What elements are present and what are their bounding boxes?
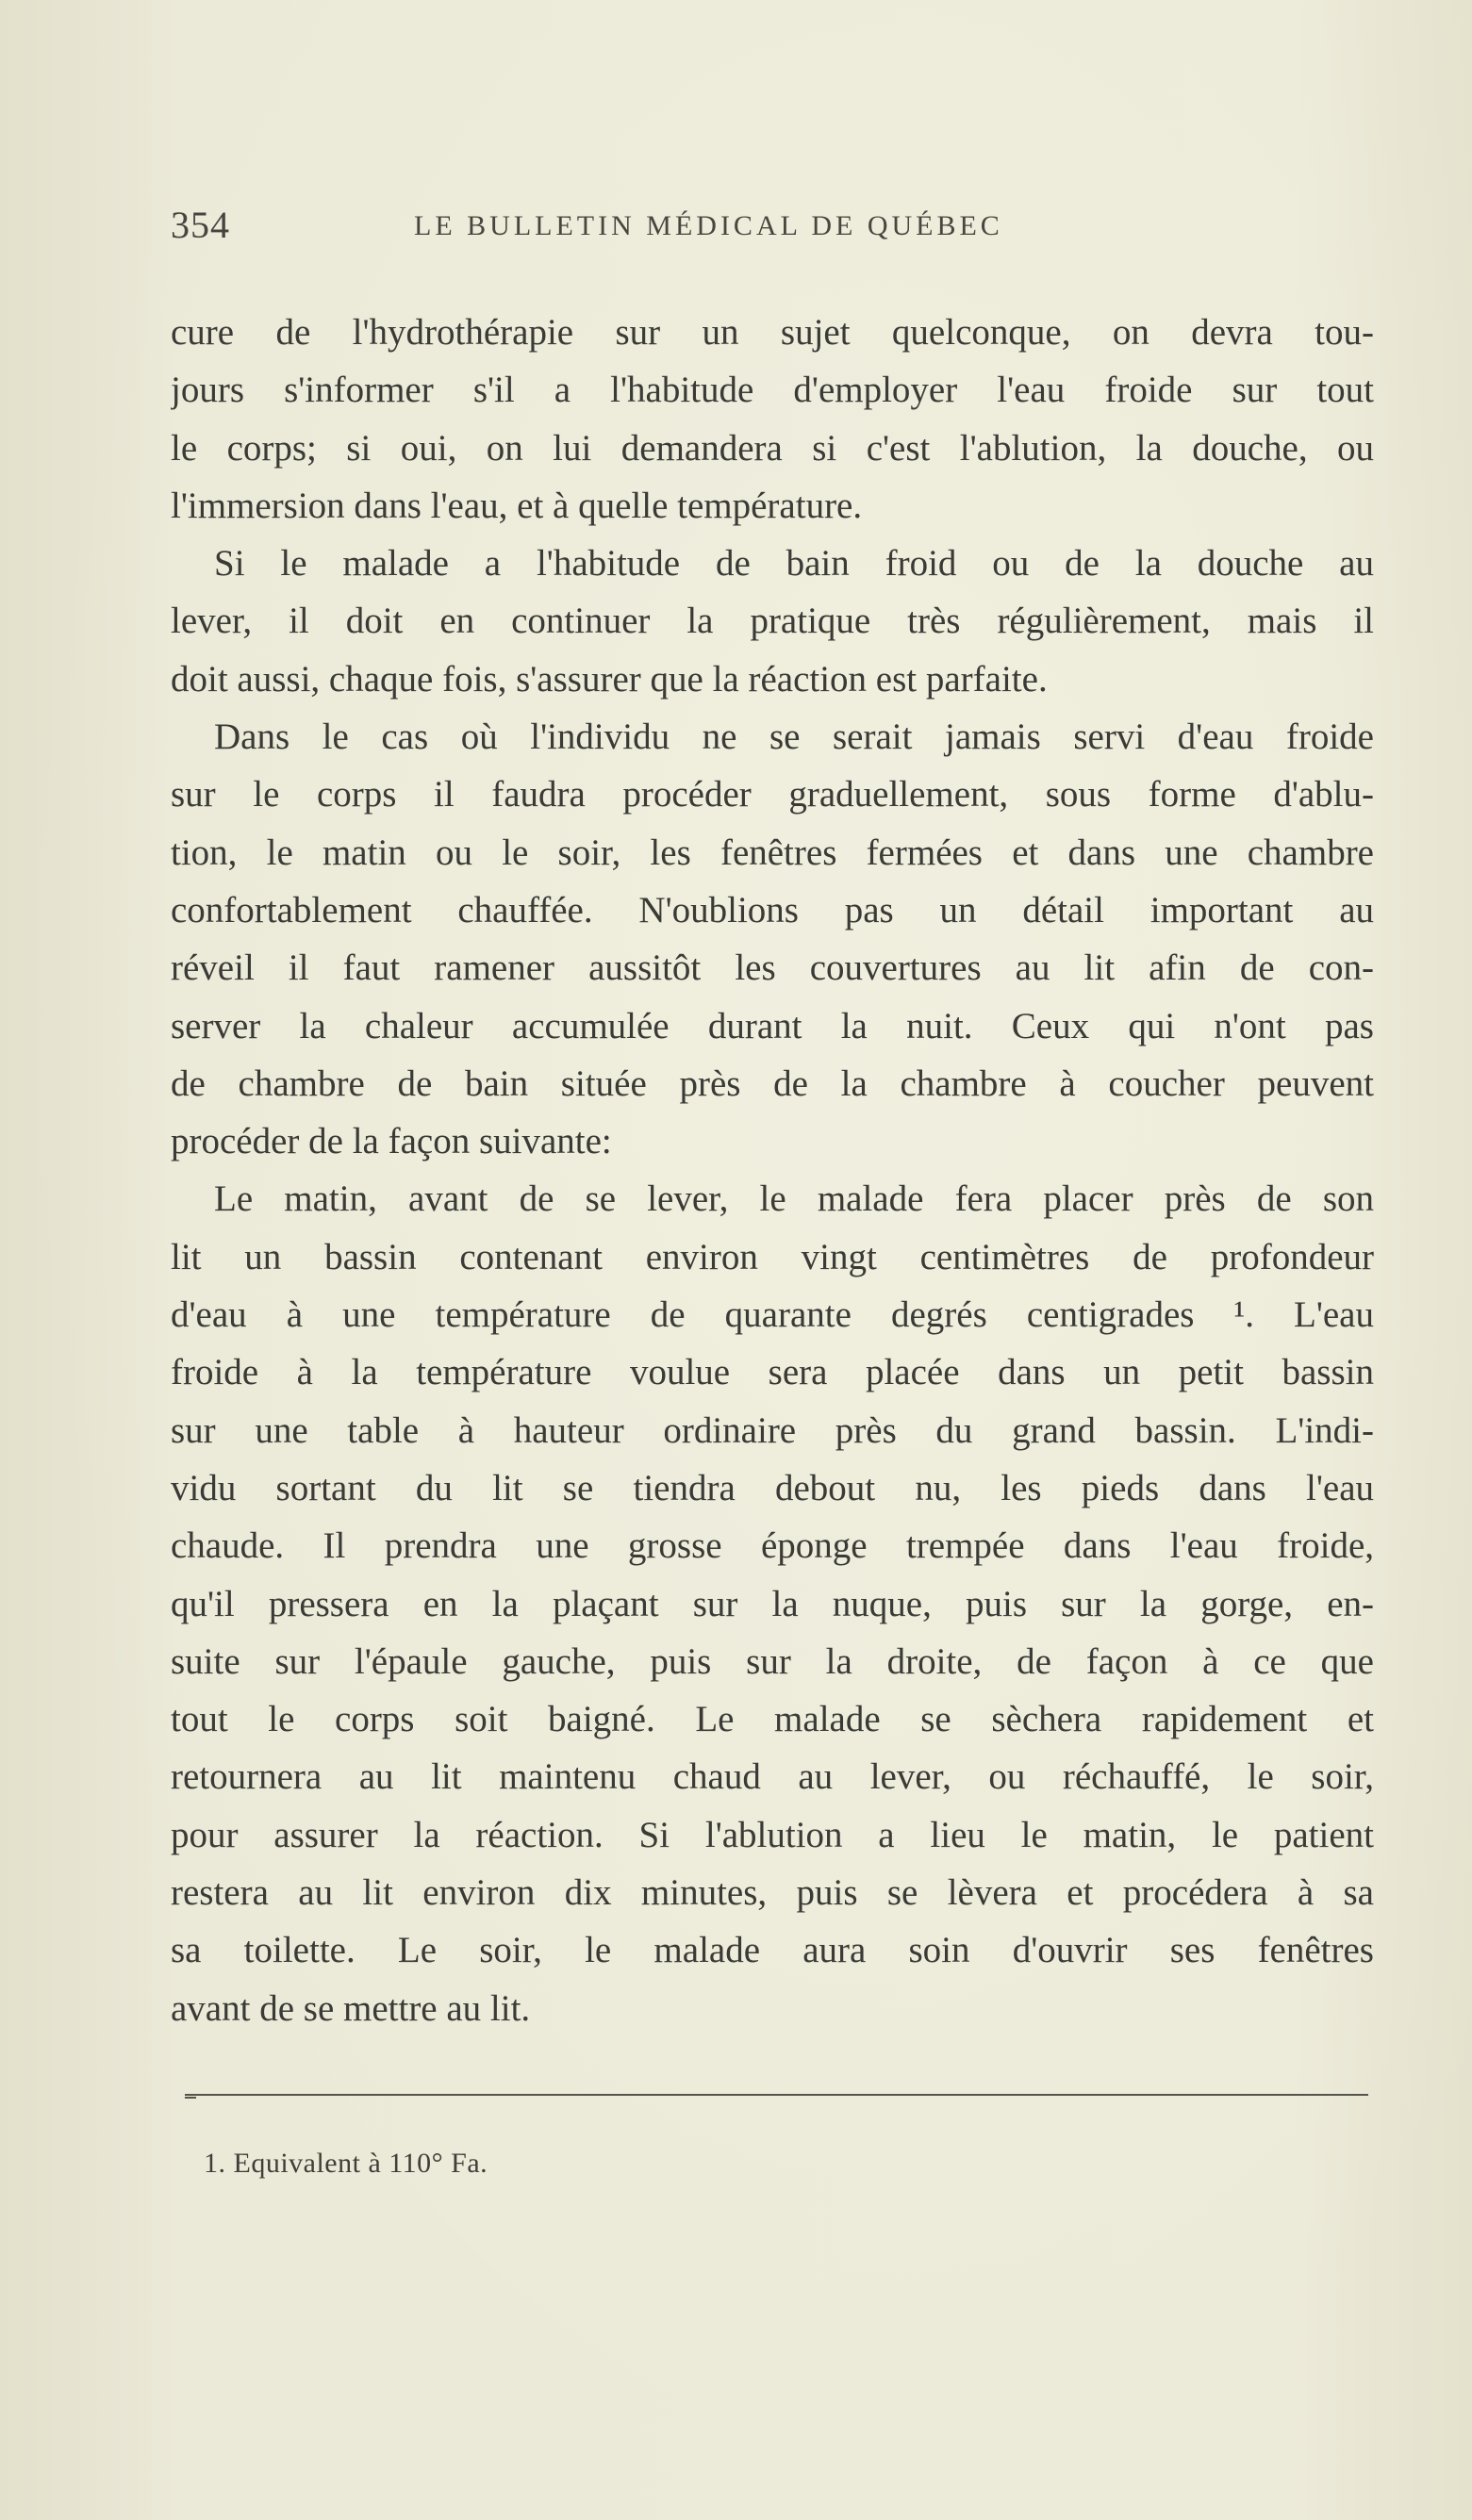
body-line: Le matin, avant de se lever, le malade fera placer près de son [214,1178,1374,1220]
body-line: restera au lit environ dix minutes, puis se lèvera et procédera à sa [171,1872,1374,1914]
body-line: Dans le cas où l'individu ne se serait jamais servi d'eau froide [214,716,1374,758]
body-line: pour assurer la réaction. Si l'ablution a lieu le matin, le patient [171,1814,1374,1855]
body-line: qu'il pressera en la plaçant sur la nuque, puis sur la gorge, en- [171,1583,1374,1624]
body-line: suite sur l'épaule gauche, puis sur la droite, de façon à ce que [171,1640,1374,1682]
body-line: chaude. Il prendra une grosse éponge trempée dans l'eau froide, [171,1525,1374,1567]
footnote-rule-tick [185,2097,196,2099]
journal-title: LE BULLETIN MÉDICAL DE QUÉBEC [414,210,1003,241]
body-line: réveil il faut ramener aussitôt les couvertures au lit afin de con- [171,947,1374,989]
body-line: retournera au lit maintenu chaud au lever, ou réchauffé, le soir, [171,1756,1374,1798]
body-line: tout le corps soit baigné. Le malade se sèchera rapidement et [171,1699,1374,1740]
body-line: confortablement chauffée. N'oublions pas un détail important au [171,889,1374,931]
page-number: 354 [171,204,230,246]
footnote-rule [185,2094,1368,2096]
body-line: le corps; si oui, on lui demandera si c'est l'ablution, la douche, ou [171,427,1374,469]
body-line: procéder de la façon suivante: [171,1121,612,1162]
body-line: lit un bassin contenant environ vingt centimètres de profondeur [171,1236,1374,1277]
body-line: sa toilette. Le soir, le malade aura soin d'ouvrir ses fenêtres [171,1930,1374,1971]
running-head [171,202,1374,249]
body-text [171,304,1374,2037]
body-line: froide à la température voulue sera placée dans un petit bassin [171,1352,1374,1393]
body-line: l'immersion dans l'eau, et à quelle température. [171,485,863,526]
body-line: tion, le matin ou le soir, les fenêtres fermées et dans une chambre [171,832,1374,873]
body-line: avant de se mettre au lit. [171,1987,531,2029]
body-line: vidu sortant du lit se tiendra debout nu, les pieds dans l'eau [171,1467,1374,1508]
footnote: 1. Equivalent à 110° Fa. [204,2148,488,2179]
body-line: jours s'informer s'il a l'habitude d'employer l'eau froide sur tout [171,370,1374,411]
body-line: lever, il doit en continuer la pratique très régulièrement, mais il [171,601,1374,642]
body-line: cure de l'hydrothérapie sur un sujet quelconque, on devra tou- [171,312,1374,353]
body-line: sur le corps il faudra procéder graduellement, sous forme d'ablu- [171,774,1374,815]
body-line: server la chaleur accumulée durant la nuit. Ceux qui n'ont pas [171,1005,1374,1046]
body-line: d'eau à une température de quarante degrés centigrades ¹. L'eau [171,1294,1374,1336]
body-line: Si le malade a l'habitude de bain froid ou de la douche au [214,543,1374,585]
body-line: de chambre de bain située près de la chambre à coucher peuvent [171,1062,1374,1104]
body-line: doit aussi, chaque fois, s'assurer que la réaction est parfaite. [171,658,1048,700]
body-line: sur une table à hauteur ordinaire près du grand bassin. L'indi- [171,1409,1374,1451]
